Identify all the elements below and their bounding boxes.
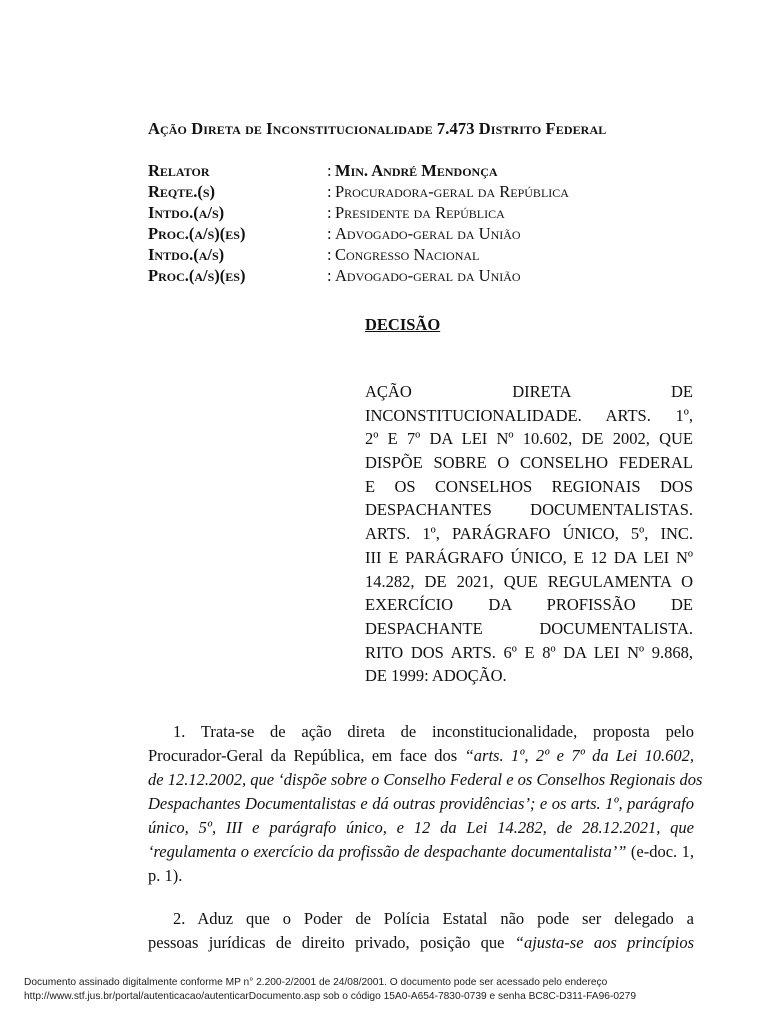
- paragraph-1: [148, 720, 703, 888]
- party-role: Proc.(a/s)(es): [148, 224, 246, 243]
- party-role: Intdo.(a/s): [148, 203, 225, 222]
- party-name: Advogado-geral da União: [335, 266, 521, 285]
- party-row: [148, 161, 708, 182]
- party-row: [148, 266, 708, 287]
- party-role: Reqte.(s): [148, 182, 216, 201]
- party-row: [148, 203, 708, 224]
- party-separator: :: [327, 203, 332, 222]
- quoted-text: “ajusta-se aos princípios: [514, 933, 694, 952]
- ementa-line: ARTS. 1º, PARÁGRAFO ÚNICO, 5º, INC.: [365, 524, 693, 544]
- footer-verification-line: http://www.stf.jus.br/portal/autenticacao/autenticarDocumento.asp sob o código 15A0-A654-7830-0739 e senha BC8C-D311-FA96-0279: [24, 991, 636, 1002]
- party-separator: :: [327, 224, 332, 243]
- party-name: Advogado-geral da União: [335, 224, 521, 243]
- paragraph-text: Procurador-Geral da República, em face dos: [148, 746, 465, 765]
- ementa-line: EXERCÍCIO DA PROFISSÃO DE: [365, 595, 693, 615]
- paragraph-line: [148, 744, 694, 768]
- ementa-line: INCONSTITUCIONALIDADE. ARTS. 1º,: [365, 405, 693, 425]
- party-row: [148, 182, 708, 203]
- paragraph-line: Despachantes Documentalistas e dá outras providências’; e os arts. 1º, parágrafo: [148, 794, 694, 813]
- ementa-line: AÇÃO DIRETA DE: [365, 382, 693, 401]
- paragraph-line: p. 1).: [148, 866, 183, 885]
- party-role: Proc.(a/s)(es): [148, 266, 246, 285]
- paragraph-line: 2. Aduz que o Poder de Polícia Estatal não pode ser delegado a: [173, 909, 694, 928]
- quoted-text: ‘regulamenta o exercício da profissão de despachante documentalista’”: [148, 842, 627, 861]
- ementa-block: [365, 380, 693, 688]
- party-name: Presidente da República: [335, 203, 505, 222]
- ementa-line: 14.282, DE 2021, QUE REGULAMENTA O: [365, 571, 693, 591]
- party-separator: :: [327, 161, 332, 180]
- ementa-line: DISPÕE SOBRE O CONSELHO FEDERAL: [365, 453, 693, 473]
- party-separator: :: [327, 266, 332, 285]
- footer-line: Documento assinado digitalmente conforme MP n° 2.200-2/2001 de 24/08/2001. O documento pode ser acessado pelo endereço: [24, 977, 608, 988]
- ementa-line: E OS CONSELHOS REGIONAIS DOS: [365, 476, 693, 496]
- party-row: [148, 245, 708, 266]
- party-name: Min. André Mendonça: [335, 161, 498, 180]
- ementa-line: RITO DOS ARTS. 6º E 8º DA LEI Nº 9.868,: [365, 642, 693, 662]
- ementa-line: III E PARÁGRAFO ÚNICO, E 12 DA LEI Nº: [365, 547, 693, 567]
- party-row: [148, 224, 708, 245]
- party-name: Procuradora-geral da República: [335, 182, 569, 201]
- party-role: Relator: [148, 161, 210, 180]
- ementa-line: DESPACHANTE DOCUMENTALISTA.: [365, 618, 693, 638]
- quoted-text: “arts. 1º, 2º e 7º da Lei 10.602,: [464, 746, 695, 765]
- paragraph-line: de 12.12.2002, que ‘dispõe sobre o Conselho Federal e os Conselhos Regionais dos: [148, 770, 703, 789]
- party-role: Intdo.(a/s): [148, 245, 225, 264]
- party-name: Congresso Nacional: [335, 245, 480, 264]
- paragraph-line: [148, 931, 694, 955]
- paragraph-line: único, 5º, III e parágrafo único, e 12 da Lei 14.282, de 28.12.2021, que: [148, 818, 694, 837]
- paragraph-text: (e-doc. 1,: [626, 842, 694, 861]
- parties-table: [148, 161, 708, 287]
- case-title: Ação Direta de Inconstitucionalidade 7.473 Distrito Federal: [148, 119, 607, 138]
- paragraph-line: 1. Trata-se de ação direta de inconstitucionalidade, proposta pelo: [173, 722, 694, 741]
- party-separator: :: [327, 245, 332, 264]
- paragraph-line: [148, 840, 694, 864]
- decision-heading: DECISÃO: [365, 315, 441, 334]
- paragraph-text: pessoas jurídicas de direito privado, posição que: [148, 933, 515, 952]
- signature-footer: [24, 976, 636, 1004]
- ementa-line: DE 1999: ADOÇÃO.: [365, 666, 507, 686]
- paragraph-2: [148, 907, 694, 955]
- ementa-line: 2º E 7º DA LEI Nº 10.602, DE 2002, QUE: [365, 429, 693, 449]
- ementa-line: DESPACHANTES DOCUMENTALISTAS.: [365, 500, 693, 520]
- party-separator: :: [327, 182, 332, 201]
